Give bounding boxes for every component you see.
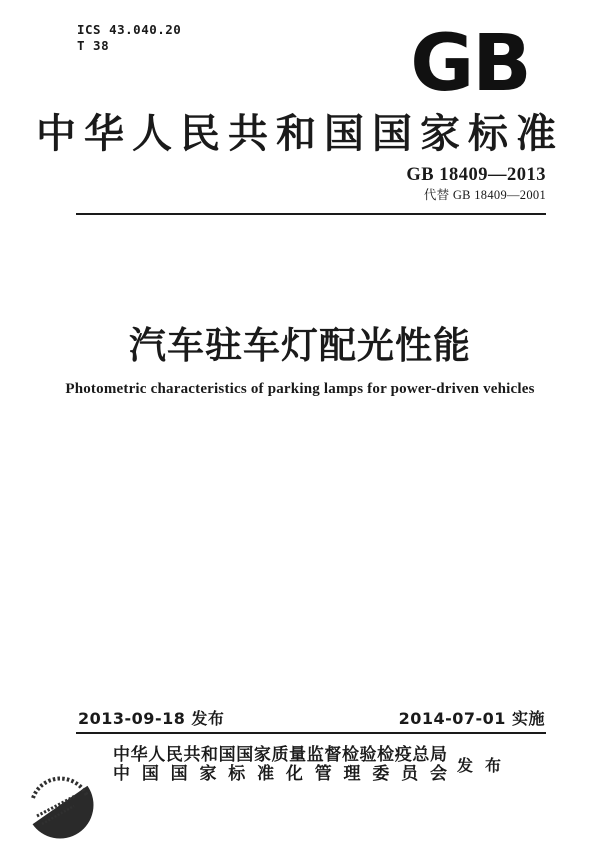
doc-class-code: T 38 <box>77 38 110 53</box>
implementation-date: 2014-07-01 实施 <box>398 709 545 728</box>
standard-number-block <box>406 165 546 203</box>
issue-date: 2013-09-18 发布 <box>78 709 225 728</box>
gb-emblem-icon <box>410 26 530 102</box>
replaces-note: 代替 GB 18409—2001 <box>423 188 546 203</box>
issuer-line-1: 中华人民共和国国家质量监督检验检疫总局 <box>113 745 447 764</box>
issuer-line-2: 中国国家标准化管理委员会 <box>113 764 447 783</box>
document-title-chinese: 汽车驻车灯配光性能 <box>129 324 471 367</box>
national-standard-heading: 中华人民共和国国家标准 <box>36 111 564 156</box>
gb-logo-text: GB <box>410 26 530 102</box>
document-title-english: Photometric characteristics of parking lamps for power-driven vehicles <box>65 381 535 397</box>
issuer-block <box>113 745 447 783</box>
footer-divider-line <box>76 732 546 734</box>
watermark-stamp-icon <box>22 763 100 847</box>
publish-label: 发布 <box>457 758 514 775</box>
ics-code: ICS 43.040.20 <box>77 22 182 37</box>
ics-block <box>77 22 181 54</box>
header-divider-line <box>76 213 546 215</box>
standard-code: GB 18409—2013 <box>406 165 546 185</box>
